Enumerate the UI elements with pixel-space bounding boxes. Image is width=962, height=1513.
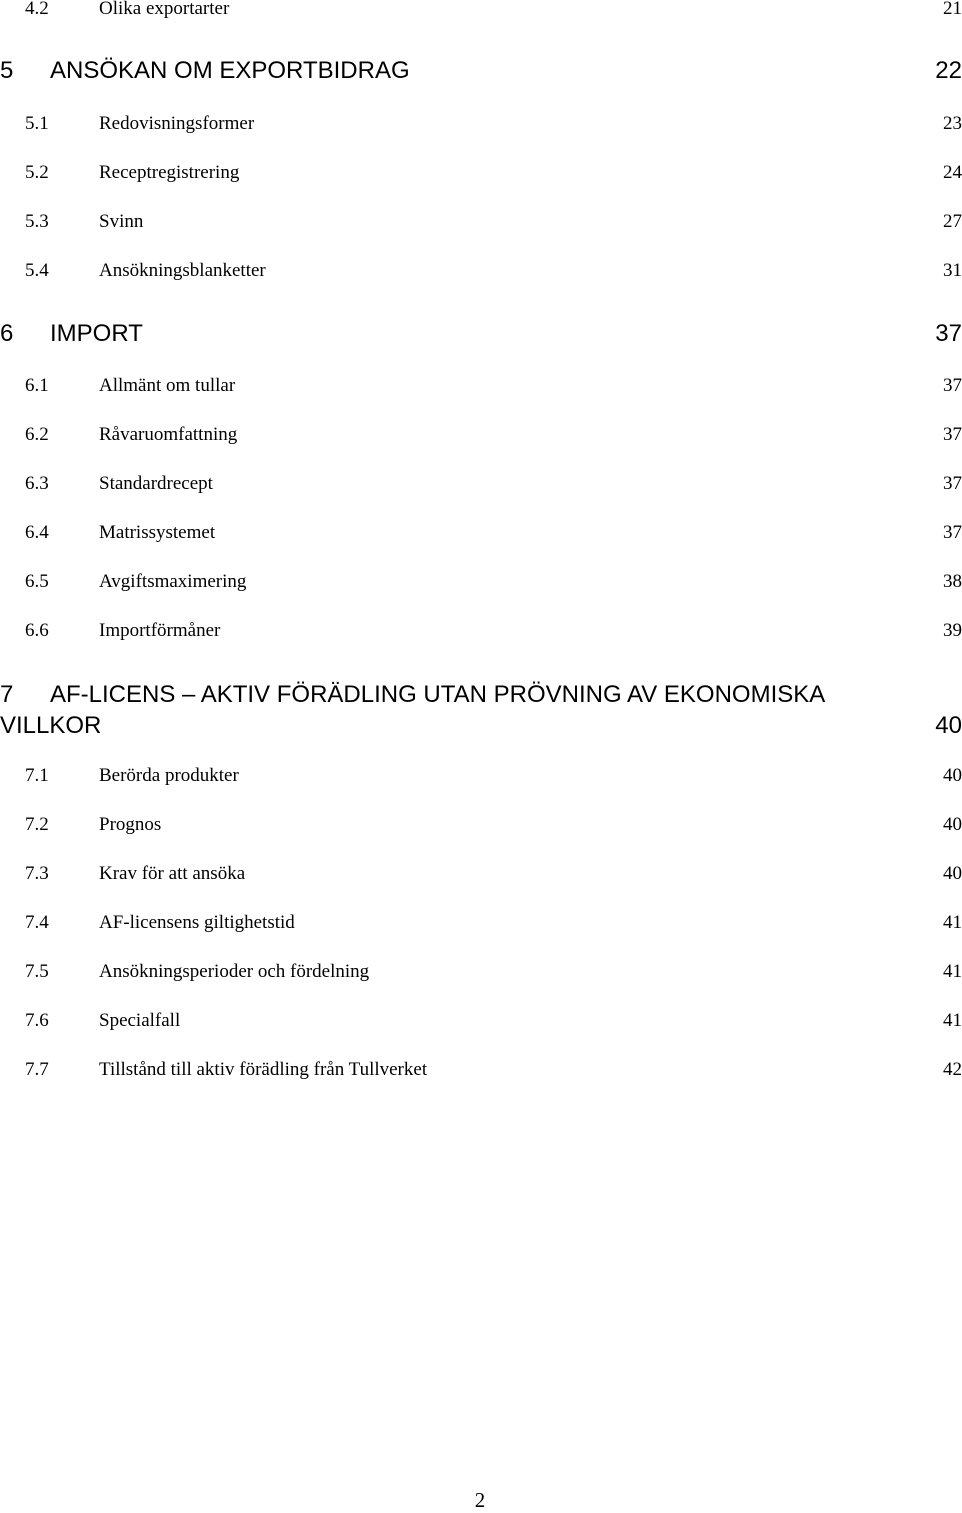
toc-entry-page: 38 [943,571,962,592]
toc-entry-7-4[interactable] [0,910,962,936]
toc-chapter-title: AF-LICENS – AKTIV FÖRÄDLING UTAN PRÖVNING AV EKONOMISKA [50,681,826,708]
toc-entry-title: Redovisningsformer [99,113,255,134]
toc-entry-7-5[interactable] [0,959,962,985]
toc-entry-7-6[interactable] [0,1008,962,1034]
toc-entry-title: Berörda produkter [99,765,239,786]
toc-chapter-number: 5 [0,57,14,84]
toc-entry-number: 6.2 [25,424,49,445]
toc-entry-6-3[interactable] [0,471,962,497]
toc-entry-number: 7.6 [25,1010,49,1031]
toc-entry-6-6[interactable] [0,618,962,644]
toc-chapter-title-continued: VILLKOR [0,712,102,739]
toc-entry-title: AF-licensens giltighetstid [99,912,295,933]
toc-entry-title: Tillstånd till aktiv förädling från Tullverket [99,1059,428,1080]
toc-chapter-page: 40 [935,712,962,739]
toc-entry-number: 6.4 [25,522,49,543]
toc-entry-title: Importförmåner [99,620,221,641]
toc-entry-4-2[interactable] [0,0,962,22]
toc-entry-number: 7.2 [25,814,49,835]
toc-entry-7-3[interactable] [0,861,962,887]
toc-entry-page: 41 [943,912,962,933]
toc-chapter-6[interactable] [0,319,962,349]
toc-entry-5-2[interactable] [0,160,962,186]
toc-entry-number: 7.4 [25,912,49,933]
toc-entry-title: Specialfall [99,1010,181,1031]
toc-entry-page: 37 [943,424,962,445]
toc-entry-page: 37 [943,375,962,396]
toc-entry-title: Matrissystemet [99,522,216,543]
toc-entry-title: Svinn [99,211,144,232]
toc-entry-number: 7.7 [25,1059,49,1080]
toc-entry-number: 5.1 [25,113,49,134]
toc-entry-page: 40 [943,863,962,884]
toc-entry-page: 42 [943,1059,962,1080]
toc-entry-page: 24 [943,162,962,183]
toc-chapter-title: ANSÖKAN OM EXPORTBIDRAG [50,57,410,84]
toc-entry-number: 5.4 [25,260,49,281]
toc-entry-number: 6.6 [25,620,49,641]
toc-entry-title: Avgiftsmaximering [99,571,247,592]
toc-entry-title: Standardrecept [99,473,213,494]
toc-entry-page: 41 [943,1010,962,1031]
toc-chapter-7[interactable] [0,679,962,741]
toc-entry-page: 41 [943,961,962,982]
toc-chapter-5[interactable] [0,56,962,86]
toc-entry-number: 7.5 [25,961,49,982]
toc-entry-title: Prognos [99,814,162,835]
toc-chapter-title: IMPORT [50,320,143,347]
toc-entry-title: Receptregistrering [99,162,240,183]
toc-entry-title: Allmänt om tullar [99,375,236,396]
toc-entry-6-5[interactable] [0,569,962,595]
toc-entry-page: 40 [943,765,962,786]
toc-entry-title: Krav för att ansöka [99,863,246,884]
toc-entry-page: 27 [943,211,962,232]
toc-entry-number: 4.2 [25,0,49,19]
toc-entry-5-1[interactable] [0,111,962,137]
toc-entry-7-2[interactable] [0,812,962,838]
toc-chapter-page: 22 [935,57,962,84]
page-number: 2 [474,1488,486,1512]
toc-entry-number: 5.3 [25,211,49,232]
toc-entry-page: 23 [943,113,962,134]
toc-entry-page: 21 [943,0,962,19]
toc-entry-6-1[interactable] [0,373,962,399]
toc-entry-page: 37 [943,473,962,494]
toc-entry-7-7[interactable] [0,1057,962,1083]
toc-chapter-number: 6 [0,320,14,347]
toc-entry-5-4[interactable] [0,258,962,284]
toc-entry-title: Råvaruomfattning [99,424,238,445]
toc-entry-5-3[interactable] [0,209,962,235]
toc-entry-page: 40 [943,814,962,835]
toc-entry-number: 6.5 [25,571,49,592]
toc-entry-number: 7.1 [25,765,49,786]
toc-entry-title: Ansökningsperioder och fördelning [99,961,370,982]
toc-entry-6-2[interactable] [0,422,962,448]
toc-entry-page: 39 [943,620,962,641]
toc-entry-7-1[interactable] [0,763,962,789]
toc-entry-number: 7.3 [25,863,49,884]
toc-entry-number: 6.3 [25,473,49,494]
toc-entry-page: 31 [943,260,962,281]
toc-entry-title: Ansökningsblanketter [99,260,266,281]
toc-entry-number: 6.1 [25,375,49,396]
toc-chapter-page: 37 [935,320,962,347]
toc-entry-number: 5.2 [25,162,49,183]
toc-entry-page: 37 [943,522,962,543]
toc-entry-title: Olika exportarter [99,0,230,19]
toc-chapter-number: 7 [0,681,14,708]
toc-entry-6-4[interactable] [0,520,962,546]
